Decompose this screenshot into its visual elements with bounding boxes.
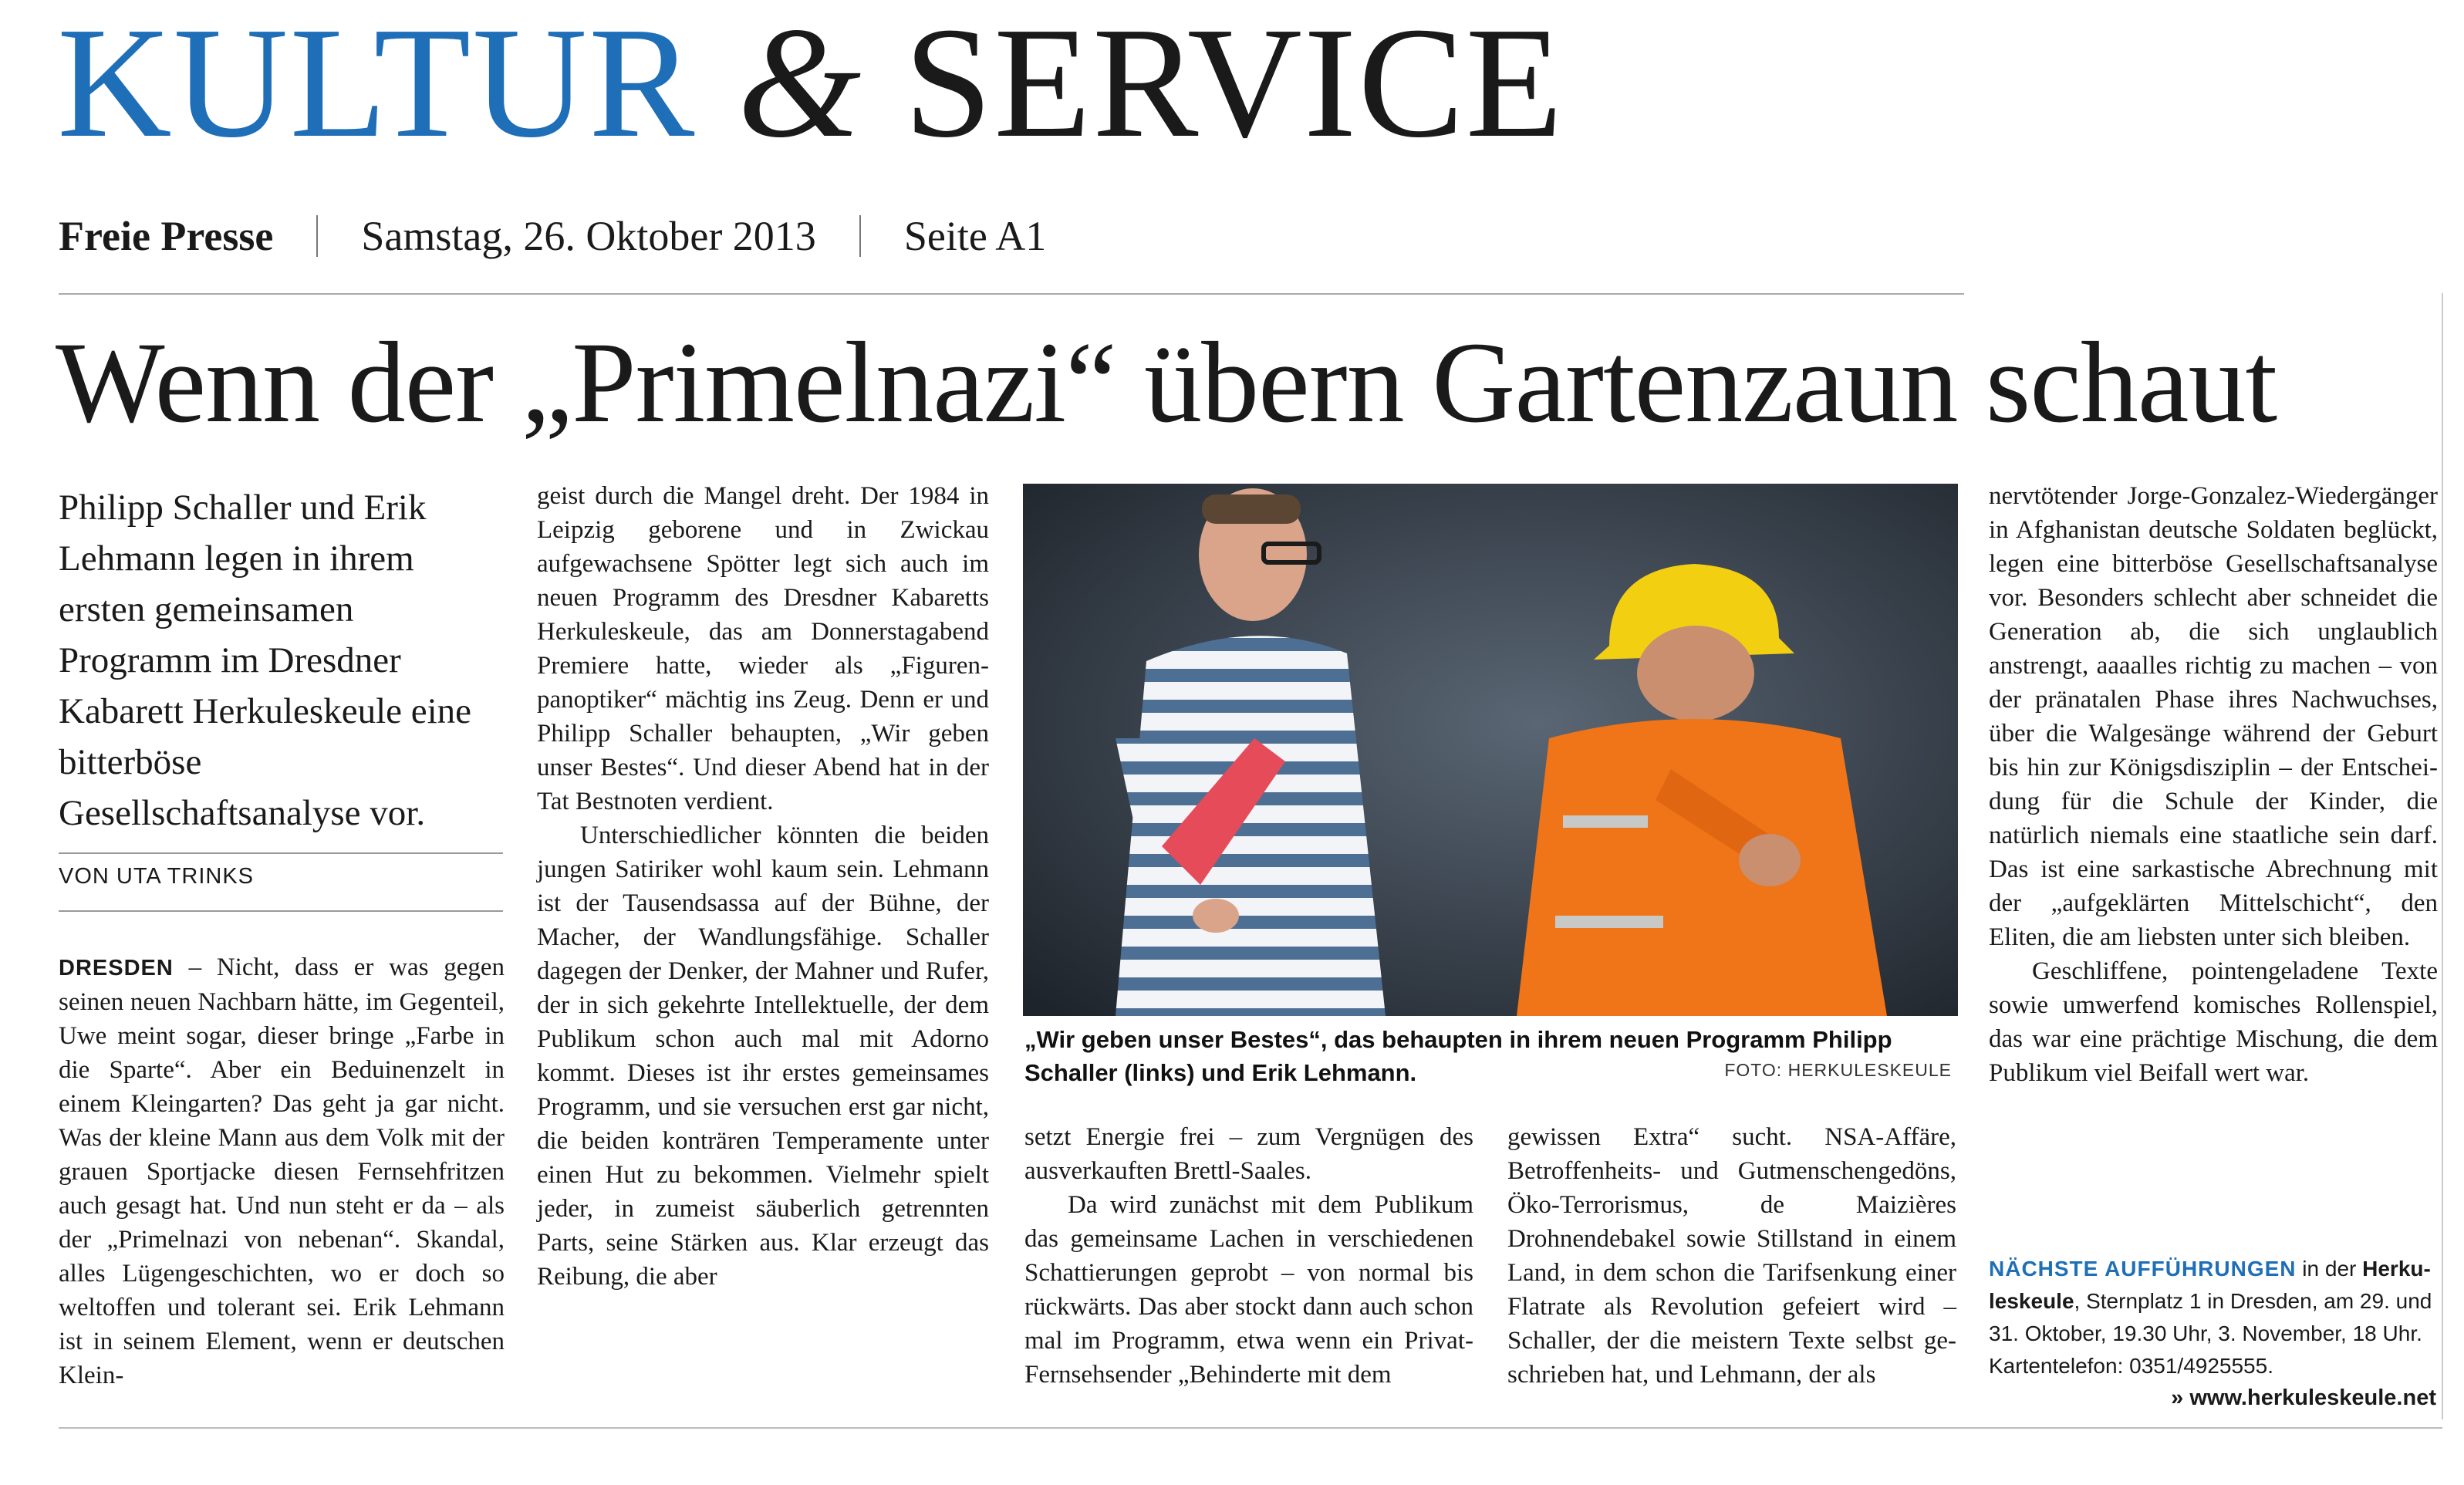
article-column-5 xyxy=(1989,479,2438,1090)
footer-rule xyxy=(59,1427,2442,1429)
article-column-1 xyxy=(59,950,505,1392)
byline-rule xyxy=(59,910,503,912)
performance-connector: in der xyxy=(2296,1257,2363,1281)
performance-info xyxy=(1989,1253,2436,1382)
website-link[interactable]: » www.herkuleskeule.net xyxy=(2171,1385,2436,1410)
header-rule xyxy=(59,293,1964,295)
meta-separator xyxy=(316,215,318,257)
article-column-3 xyxy=(1024,1120,1473,1392)
performance-details: , Sternplatz 1 in Dresden, am 29. und 31. Oktober, 19.30 Uhr, 3. November, 18 Uhr. Kartentelefon: 0351/4925555. xyxy=(1989,1289,2432,1378)
page-number: Seite A1 xyxy=(903,213,1047,259)
article-photo xyxy=(1023,484,1958,1016)
article-paragraph: Da wird zunächst mit dem Publikum das gemeinsame Lachen in verschiedenen Schattierungen geprobt – von normal bis rückwärts. Das aber stockt dann auch schon mal im Programm, etwa wenn ein PrivatFernsehsender „Behinderte mit dem xyxy=(1024,1191,1473,1389)
section-header xyxy=(57,0,1564,170)
section-title-service: SERVICE xyxy=(903,0,1564,170)
section-title-ampersand: & xyxy=(737,0,863,170)
paragraph-text: – Nicht, dass er was gegen seinen neuen Nachbarn hätte, im Gegenteil, Uwe meint sogar, dieser bringe „Farbe in die Sparte“. Aber ein Beduinenzelt in einem Kleingarten? Das geht ja gar nicht. Was der kleine Mann aus dem Volk mit der grauen Sportjacke diesen Fernsehfritzen auch gesagt hat. Und nun steht er da – als der „Primelnazi von nebenan“. Skandal, alles Lügengeschichten, wo er doch so weltoffen und tolerant sei. Erik Lehmann ist in seinem Element, wenn er deutschen Klein- xyxy=(59,953,505,1389)
article-paragraph: setzt Energie frei – zum Vergnügen des ausverkauften Brettl-Saales. xyxy=(1024,1123,1473,1185)
article-paragraph: gewissen Extra“ sucht. NSA-Affäre, Betroffenheits- und Gutmenschengedöns, Öko-Terrorismus, de Maizières Drohnendebakel sowie Stillstand in einem Land, in dem schon die Tarifsenkung einer Flatrate als Revolution gefeiert wird – Schaller, der die meistern Texte selbst geschrieben hat, und Lehmann, der als xyxy=(1507,1123,1956,1389)
issue-date: Samstag, 26. Oktober 2013 xyxy=(361,213,816,259)
article-byline: VON UTA TRINKS xyxy=(59,864,255,889)
article-lead: Philipp Schaller und Erik Lehmann legen in ihrem ersten gemeinsamen Programm im Dresdner Kabarett Herkuleskeule eine bitterböse Gesellschaftsanalyse vor. xyxy=(59,488,472,833)
article-paragraph xyxy=(59,950,505,1392)
article-paragraph: Geschliffene, pointengeladene Texte sowie umwerfend komisches Rollenspiel, das war eine prächtige Mischung, die dem Publikum viel Beifall wert war. xyxy=(1989,957,2438,1087)
meta-separator xyxy=(859,215,861,257)
performance-venue: Herkuleskeule xyxy=(1989,1257,2431,1313)
byline-rule xyxy=(59,852,503,854)
article-dateline: DRESDEN xyxy=(59,956,174,980)
newspaper-name: Freie Presse xyxy=(59,213,274,259)
photo-caption: „Wir geben unser Bestes“, das behaupten in ihrem neuen Programm Philipp Schaller (links) und Erik Lehmann. xyxy=(1024,1026,1892,1086)
photo-illustration xyxy=(1023,484,1958,1016)
performance-kicker: NÄCHSTE AUFFÜHRUNGEN xyxy=(1989,1257,2297,1281)
article-paragraph: nervtötender Jorge-Gonzalez-Wiedergänger in Afghanistan deutsche Soldaten beglückt, legen eine bitterböse Gesellschaftsanalyse vor. Besonders schlecht aber schneidet die Generation ab, die sich unglaublich anstrengt, aaaalles richtig zu machen – von der pränatalen Phase ihres Nachwuchses, über die Walgesänge während der Geburt bis hin zur Königsdisziplin – der Entscheidung für die Schule der Kinder, die natürlich niemals eine staatliche sein darf. Das ist eine sarkastische Abrechnung mit der „aufgeklärten Mittelschicht“, den Eliten, die am liebsten unter sich bleiben. xyxy=(1989,482,2438,951)
article-paragraph: Unterschiedlicher könnten die beiden jungen Satiriker wohl kaum sein. Lehmann ist der Tausendsassa auf der Bühne, der Macher, der Wandlungsfähige. Schaller dagegen der Denker, der Mahner und Rufer, der in sich gekehrte Intellektuelle, der dem Publikum schon auch mal mit Adorno kommt. Dieses ist ihr erstes gemeinsames Programm, und sie versuchen erst gar nicht, die beiden konträren Temperamente unter einen Hut zu bekommen. Vielmehr spielt jeder, in zumeist säuberlich getrennten Parts, seine Stärken aus. Klar erzeugt das Reibung, die aber xyxy=(537,822,989,1291)
article-column-2 xyxy=(537,479,989,1294)
article-paragraph: geist durch die Mangel dreht. Der 1984 in Leipzig geborene und in Zwickau aufgewachsene Spötter legt sich auch im neuen Programm des Dresdner Kabaretts Herkuleskeule, das am Donnerstagabend Premiere hatte, wieder als „Figurenpanoptiker“ mächtig ins Zeug. Denn er und Philipp Schaller behaupten, „Wir geben unser Bestes“. Und dieser Abend hat in der Tat Bestnoten verdient. xyxy=(537,482,989,815)
article-column-4 xyxy=(1507,1120,1956,1392)
page-meta-bar xyxy=(59,212,1046,260)
article-headline: Wenn der „Primelnazi“ übern Gartenzaun schaut xyxy=(56,319,2277,447)
photo-credit: FOTO: HERKULESKEULE xyxy=(1724,1060,1952,1080)
right-column-rule xyxy=(2442,293,2443,1419)
section-title-kultur: KULTUR xyxy=(57,0,697,170)
